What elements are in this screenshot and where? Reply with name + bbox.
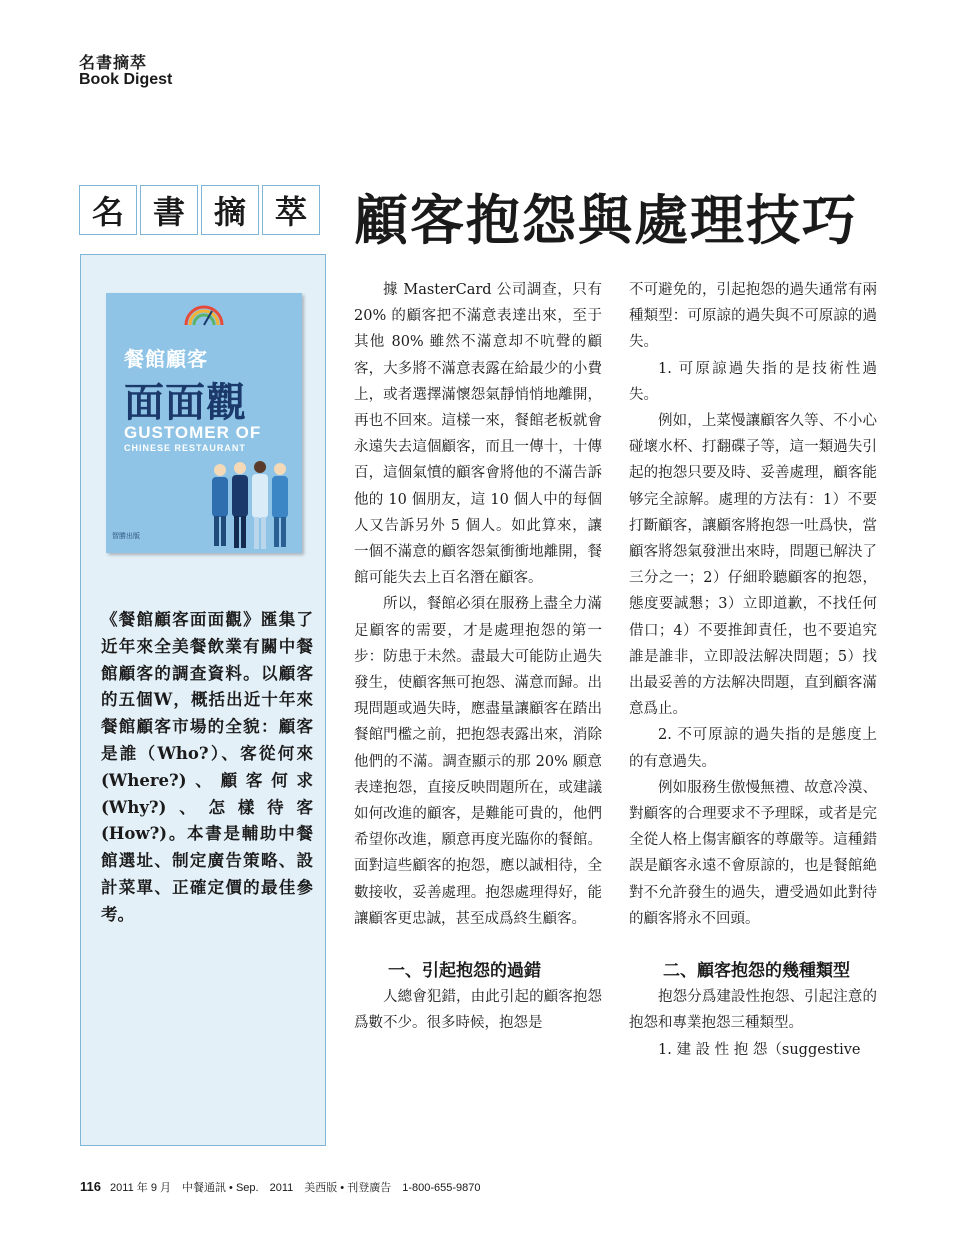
tag-char: 摘 — [201, 185, 259, 235]
article-column-1 — [354, 277, 602, 1037]
cover-english-subtitle: CHINESE RESTAURANT — [124, 443, 246, 453]
paragraph: 所以，餐館必須在服務上盡全力滿足顧客的需要，才是處理抱怨的第一步：防患于未然。盡最大可能防止過失發生，使顧客無可抱怨、滿意而歸。出現問題或過失時，應盡量讓顧客在踏出餐館門檻之前，把抱怨表露出來，消除他們的不滿。調查顯示的那 20% 願意表達抱怨，直接反映問題所在，或建議如何改進的顧客，是難能可貴的，他們希望你改進，願意再度光臨你的餐館。面對這些顧客的抱怨，應以誠相待，全數接收，妥善處理。抱怨處理得好，能讓顧客更忠誠，甚至成爲終生顧客。 — [354, 596, 602, 927]
book-sidebar — [80, 254, 326, 1146]
tag-char: 書 — [140, 185, 198, 235]
article-column-2 — [629, 277, 877, 1063]
cover-main-title: 面面觀 — [124, 379, 247, 426]
paragraph: 例如，上菜慢讓顧客久等、不小心碰壞水杯、打翻碟子等，這一類過失引起的抱怨只要及時、妥善處理，顧客能够完全諒解。處理的方法有：1）不要打斷顧客，讓顧客將抱怨一吐爲快，當顧客將怨氣發泄出來時，問題已解決了三分之一；2）仔細聆聽顧客的抱怨，態度要誠懇；3）立即道歉，不找任何借口；4）不要推卸責任，也不要追究誰是誰非，立即設法解决問題；5）找出最妥善的方法解决問題，直到顧客滿意爲止。 — [629, 413, 877, 718]
tag-char: 名 — [79, 185, 137, 235]
page-footer — [80, 1179, 480, 1195]
article-title: 顧客抱怨與處理技巧 — [354, 188, 858, 252]
paragraph: 1. 建 設 性 抱 怨（suggestive — [658, 1041, 861, 1058]
section-title-en: Book Digest — [79, 71, 173, 88]
cover-people-illustration — [206, 458, 296, 553]
paragraph: 據 MasterCard 公司調查，只有 20% 的顧客把不滿意表達出來，至于其他 80% 雖然不滿意却不吭聲的顧客，大多將不滿意表露在給最少的小費上，或者選擇滿懷怨氣靜悄悄地離開，再也不回來。這樣一來，餐館老板就會永遠失去這個顧客，而且一傳十，十傳百，這個氣憤的顧客會將他的不滿告訴他的 10 個朋友，這 10 個人中的每個人又告訴另外 5 個人。如此算來，讓一個不滿意的顧客怨氣衝衝地離開，餐館可能失去上百名潛在顧客。 — [354, 282, 602, 587]
paragraph: 例如服務生傲慢無禮、故意冷漠、對顧客的合理要求不予理睬，或者是完全從人格上傷害顧客的尊嚴等。這種錯誤是顧客永遠不會原諒的，也是餐館絶對不允許發生的過失，遭受過如此對待的顧客將永不回頭。 — [629, 779, 877, 927]
cover-logo-icon — [182, 299, 226, 329]
section-heading: 二、顧客抱怨的幾種類型 — [663, 961, 850, 982]
cover-publisher: 智勝出版 — [112, 533, 140, 540]
cover-english-title: GUSTOMER OF — [124, 423, 262, 442]
paragraph: 抱怨分爲建設性抱怨、引起注意的抱怨和專業抱怨三種類型。 — [629, 989, 877, 1032]
tag-char: 萃 — [262, 185, 320, 235]
paragraph: 不可避免的，引起抱怨的過失通常有兩種類型：可原諒的過失與不可原諒的過失。 — [629, 282, 877, 351]
section-title-cn: 名書摘萃 — [79, 53, 148, 72]
page-number: 116 — [80, 1179, 101, 1194]
footer-text: 2011 年 9 月 中餐通訊 • Sep. 2011 美西版 • 刊登廣告 1-800-655-9870 — [110, 1182, 481, 1194]
paragraph: 人總會犯錯，由此引起的顧客抱怨爲數不少。很多時候，抱怨是 — [354, 989, 602, 1032]
paragraph: 1. 可原諒過失指的是技術性過失。 — [629, 360, 877, 403]
cover-subtitle: 餐館顧客 — [124, 347, 208, 371]
book-description: 《餐館顧客面面觀》匯集了近年來全美餐飲業有關中餐館顧客的調查資料。以顧客的五個W，概括出近十年來餐館顧客市場的全貌：顧客是誰（Who?）、客從何來(Where?)、顧客何求(Why?)、怎樣待客(How?)。本書是輔助中餐館選址、制定廣告策略、設計菜單、正確定價的最佳參考。 — [101, 610, 313, 924]
paragraph: 2. 不可原諒的過失指的是態度上的有意過失。 — [629, 727, 877, 770]
section-heading: 一、引起抱怨的過錯 — [388, 961, 541, 982]
book-cover — [106, 293, 302, 553]
section-tag — [79, 185, 323, 235]
